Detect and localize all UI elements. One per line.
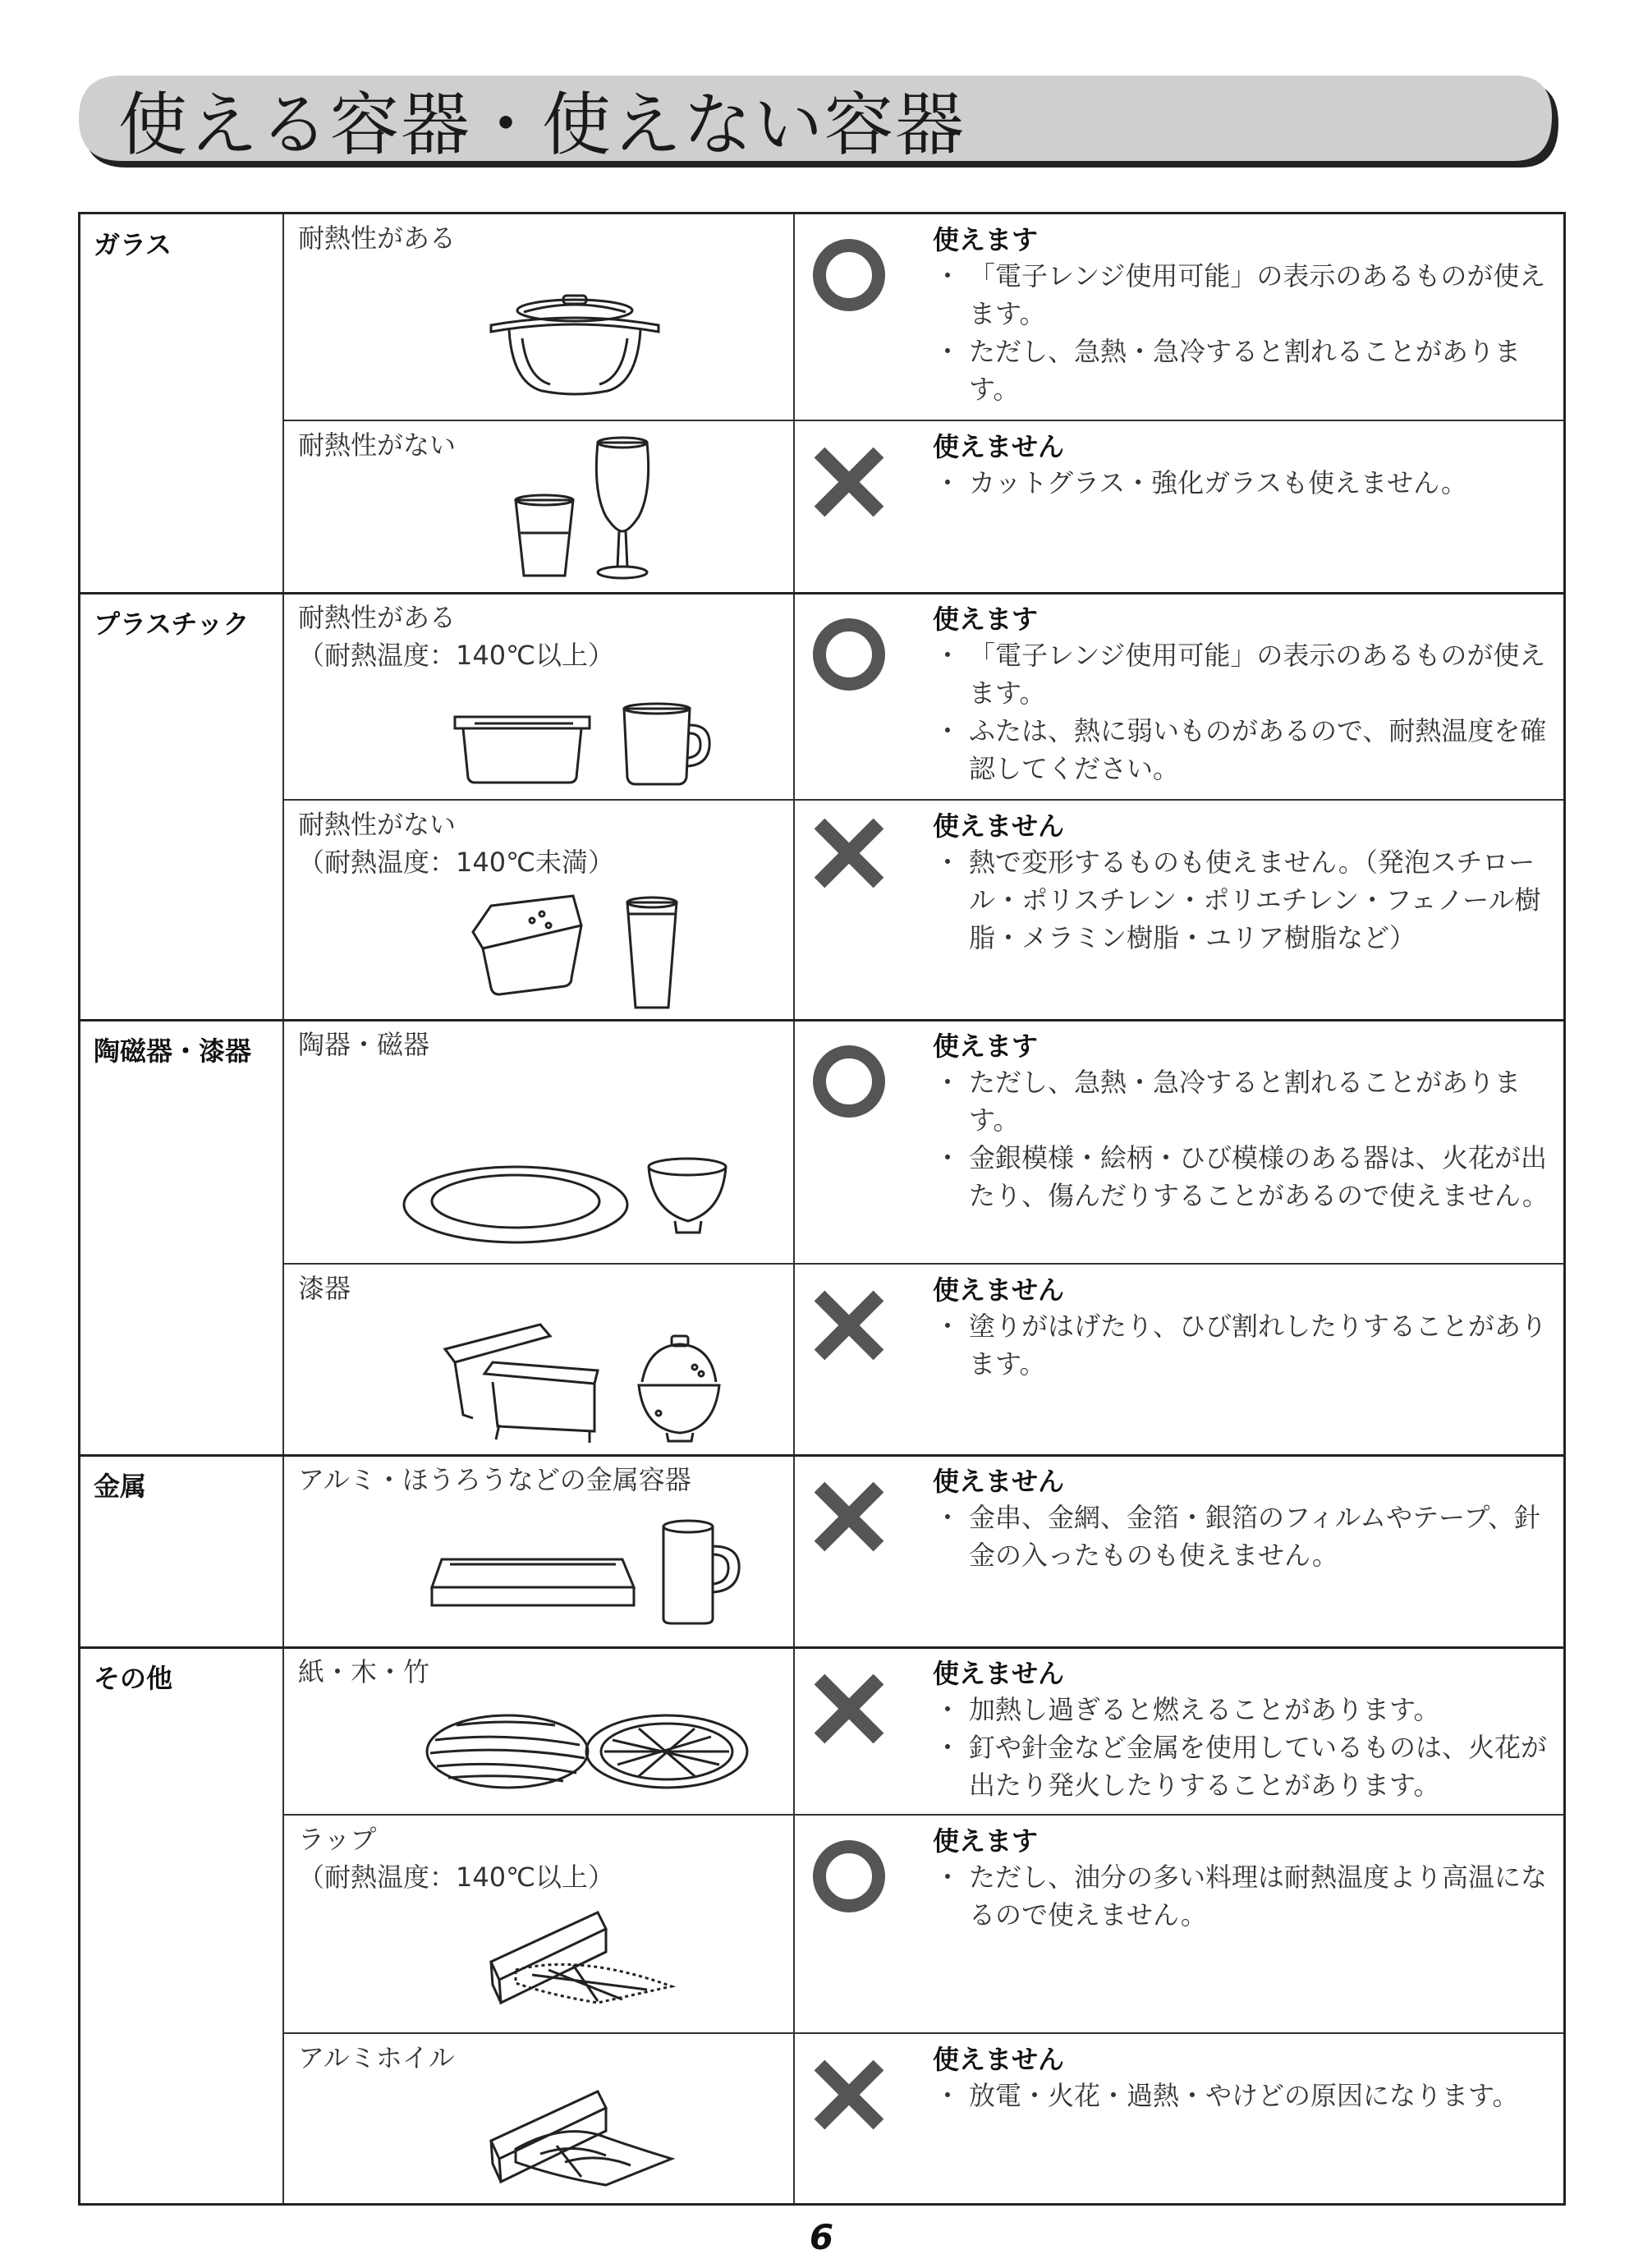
category-plastic: プラスチック	[94, 608, 250, 640]
status-label: 使えません	[933, 431, 1065, 462]
category-glass: ガラス	[94, 229, 172, 260]
category-divider	[80, 592, 1563, 595]
row-subcategory: 耐熱性がある	[298, 223, 457, 254]
note-item: ・ カットグラス・強化ガラスも使えません。	[934, 464, 1550, 502]
lacquerware-illustration	[434, 1316, 729, 1448]
note-item: ・ 金銀模様・絵柄・ひび模様のある器は、火花が出たり、傷んだりすることがあるので使えません。	[934, 1139, 1550, 1214]
category-divider	[80, 1646, 1563, 1649]
glass-casserole-illustration	[484, 292, 665, 399]
note-item: ・ 加熱し過ぎると燃えることがあります。	[934, 1691, 1550, 1729]
plastic-containers-illustration	[450, 700, 713, 791]
cross-icon	[810, 814, 888, 893]
row-subcategory: 耐熱性がない	[298, 429, 457, 461]
circle-icon	[810, 1837, 888, 1916]
note-item: ・ 釘や針金など金属を使用しているものは、火花が出たり発火したりすることがあります。	[934, 1729, 1550, 1804]
row-divider	[282, 1263, 1563, 1265]
notes-list	[934, 2077, 1550, 2114]
notes-list	[934, 636, 1550, 787]
status-label: 使えます	[933, 1031, 1039, 1062]
row-subcategory: 陶器・磁器	[298, 1029, 430, 1060]
row-subcategory: アルミホイル	[298, 2042, 455, 2073]
status-label: 使えます	[933, 1825, 1039, 1857]
status-label: 使えます	[933, 224, 1039, 255]
note-item: ・ 熱で変形するものも使えません。（発泡スチロール・ポリスチレン・ポリエチレン・フェノール樹脂・メラミン樹脂・ユリア樹脂など）	[934, 843, 1550, 957]
cross-icon	[810, 443, 888, 521]
cross-icon	[810, 1286, 888, 1365]
row-divider	[282, 2032, 1563, 2034]
cross-icon	[810, 1669, 888, 1748]
note-item: ・ ただし、急熱・急冷すると割れることがあります。	[934, 333, 1550, 408]
metal-containers-illustration	[425, 1513, 746, 1628]
status-label: 使えません	[933, 2044, 1065, 2075]
row-subcategory: 耐熱性がない （耐熱温度：140℃未満）	[298, 809, 615, 878]
notes-list	[934, 1499, 1550, 1574]
circle-icon	[810, 236, 888, 314]
status-label: 使えません	[933, 1658, 1065, 1689]
category-divider	[80, 1454, 1563, 1457]
circle-icon	[810, 615, 888, 694]
row-subcategory: 耐熱性がある （耐熱温度：140℃以上）	[298, 602, 615, 671]
notes-list	[934, 1691, 1550, 1804]
note-item: ・ ただし、急熱・急冷すると割れることがあります。	[934, 1063, 1550, 1139]
note-item: ・ 放電・火花・過熱・やけどの原因になります。	[934, 2077, 1550, 2114]
category-metal: 金属	[94, 1471, 147, 1502]
notes-list	[934, 1858, 1550, 1934]
column-divider	[793, 214, 795, 2203]
note-item: ・ 塗りがはげたり、ひび割れしたりすることがあります。	[934, 1307, 1550, 1383]
notes-list	[934, 1063, 1550, 1214]
note-item: ・ 「電子レンジ使用可能」の表示のあるものが使えます。	[934, 636, 1550, 712]
column-divider	[282, 214, 284, 2203]
title-banner	[76, 74, 1563, 176]
notes-list	[934, 843, 1550, 957]
note-item: ・ 「電子レンジ使用可能」の表示のあるものが使えます。	[934, 257, 1550, 333]
category-ceramic: 陶磁器・漆器	[94, 1035, 252, 1067]
page-number: 6	[809, 2217, 834, 2257]
plate-and-bowl-illustration	[401, 1142, 762, 1249]
glassware-illustration	[499, 434, 663, 582]
status-label: 使えません	[933, 1274, 1065, 1306]
notes-list	[934, 257, 1550, 408]
category-other: その他	[94, 1663, 173, 1694]
notes-list	[934, 464, 1550, 502]
container-table	[78, 212, 1566, 2206]
row-divider	[282, 799, 1563, 801]
page-title: 使える容器・使えない容器	[118, 85, 966, 165]
wood-bamboo-plates-illustration	[424, 1707, 752, 1797]
notes-list	[934, 1307, 1550, 1383]
status-label: 使えます	[933, 604, 1039, 635]
category-divider	[80, 1019, 1563, 1022]
row-subcategory: 漆器	[298, 1273, 351, 1304]
note-item: ・ ただし、油分の多い料理は耐熱温度より高温になるので使えません。	[934, 1858, 1550, 1934]
row-subcategory: ラップ （耐熱温度：140℃以上）	[298, 1824, 615, 1893]
cross-icon	[810, 1477, 888, 1556]
note-item: ・ 金串、金網、金箔・銀箔のフィルムやテープ、針金の入ったものも使えません。	[934, 1499, 1550, 1574]
circle-icon	[810, 1042, 888, 1121]
cross-icon	[810, 2055, 888, 2134]
note-item: ・ ふたは、熱に弱いものがあるので、耐熱温度を確認してください。	[934, 712, 1550, 787]
plastic-wrap-illustration	[483, 1904, 680, 2019]
row-divider	[282, 420, 1563, 421]
row-subcategory: 紙・木・竹	[298, 1656, 430, 1687]
disposable-containers-illustration	[466, 889, 696, 1012]
aluminum-foil-illustration	[483, 2080, 680, 2195]
status-label: 使えません	[933, 810, 1065, 842]
status-label: 使えません	[933, 1466, 1065, 1497]
row-divider	[282, 1814, 1563, 1816]
row-subcategory: アルミ・ほうろうなどの金属容器	[298, 1464, 691, 1495]
